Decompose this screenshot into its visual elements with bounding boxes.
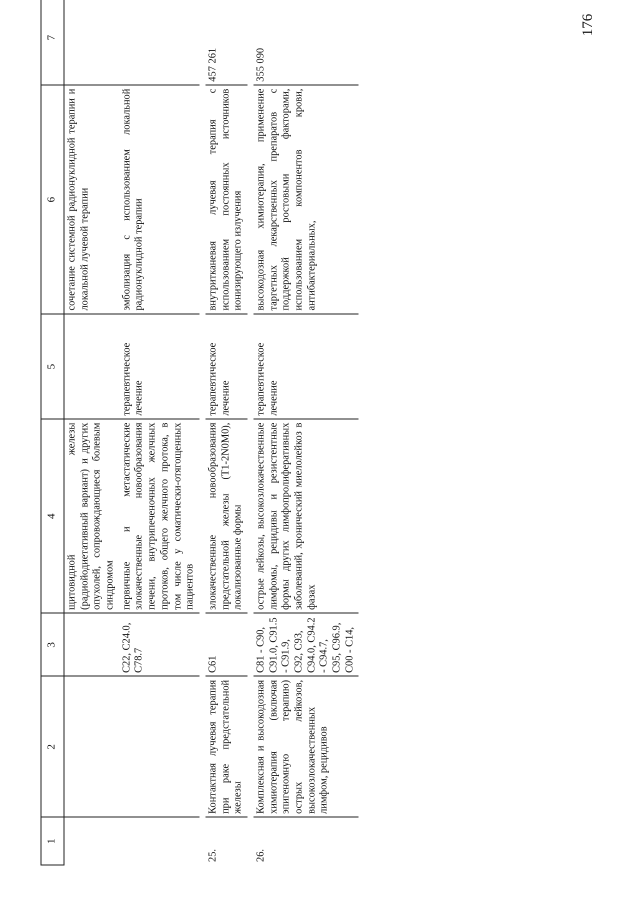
page-number: 176 <box>580 13 596 37</box>
patient-model: щитовидной железы (радиойодиетативный вариант) и других опухолей, сопровождающиеся болевым синдромом <box>64 419 119 613</box>
cost-value <box>64 0 119 85</box>
rotated-table-block <box>41 0 581 866</box>
table-row <box>253 0 359 865</box>
treatment-method: сочетание системной радионуклидной терапии и локальной лучевой терапии <box>64 85 119 314</box>
treatment-method: эмболизация с использованием локальной радионуклидной терапии <box>119 85 199 314</box>
care-type <box>119 676 199 817</box>
cost-value: 457 261 <box>205 0 247 85</box>
column-number-row <box>41 0 64 865</box>
patient-model: острые лейкозы, высокозлокачественные лимфомы, рецидивы и резистентные формы других лимфопролиферативных заболеваний, хронический миелолейкоз в фазах <box>253 419 359 613</box>
treatment-type <box>64 314 119 419</box>
cost-value: 355 090 <box>253 0 359 85</box>
treatment-type: терапевтическое лечение <box>205 314 247 419</box>
column-number-2: 2 <box>41 676 64 817</box>
care-type: Комплексная и высокодозная химиотерапия (включая эпигеномную терапию) острых лейкозов, высокозлокачественных лимфом, рецидивов <box>253 676 359 817</box>
table-row <box>64 0 119 865</box>
column-number-4: 4 <box>41 419 64 613</box>
row-number <box>119 817 199 865</box>
icd-codes: C61 <box>205 613 247 676</box>
row-number <box>64 817 119 865</box>
treatment-type: терапевтическое лечение <box>253 314 359 419</box>
table-row <box>119 0 199 865</box>
treatment-method: внутритканевая лучевая терапия с использованием постоянных источников ионизирующего излучения <box>205 85 247 314</box>
treatment-method: высокодозная химиотерапия, применение таргетных лекарственных препаратов с поддержкой ростовыми факторами, использованием компонентов крови, антибактериальных, <box>253 85 359 314</box>
row-number: 25. <box>207 849 219 862</box>
column-number-7: 7 <box>41 0 64 85</box>
medical-care-table <box>41 0 359 866</box>
cost-value <box>119 0 199 85</box>
patient-model: первичные и метастатические злокачественные новообразования печени, внутрипеченочных желчных протоков, общего желчного протока, в том числе у соматически-отягощенных пациентов <box>119 419 199 613</box>
care-type <box>64 676 119 817</box>
icd-codes: C81 - C90, C91.0, C91.5 - C91.9, C92, C93, C94.0, C94.2 - C94.7, C95, C96.9, C00 - C14, <box>253 613 359 676</box>
patient-model: злокачественные новообразования предстательной железы (T1-2N0M0), локализованные формы <box>205 419 247 613</box>
column-number-3: 3 <box>41 613 64 676</box>
treatment-type: терапевтическое лечение <box>119 314 199 419</box>
table-row <box>205 0 247 865</box>
icd-codes <box>64 613 119 676</box>
icd-codes: C22, C24.0, C78.7 <box>119 613 199 676</box>
care-type: Контактная лучевая терапия при раке предстательной железы <box>205 676 247 817</box>
column-number-6: 6 <box>41 85 64 314</box>
column-number-5: 5 <box>41 314 64 419</box>
row-number: 26. <box>255 849 267 862</box>
column-number-1: 1 <box>41 817 64 865</box>
